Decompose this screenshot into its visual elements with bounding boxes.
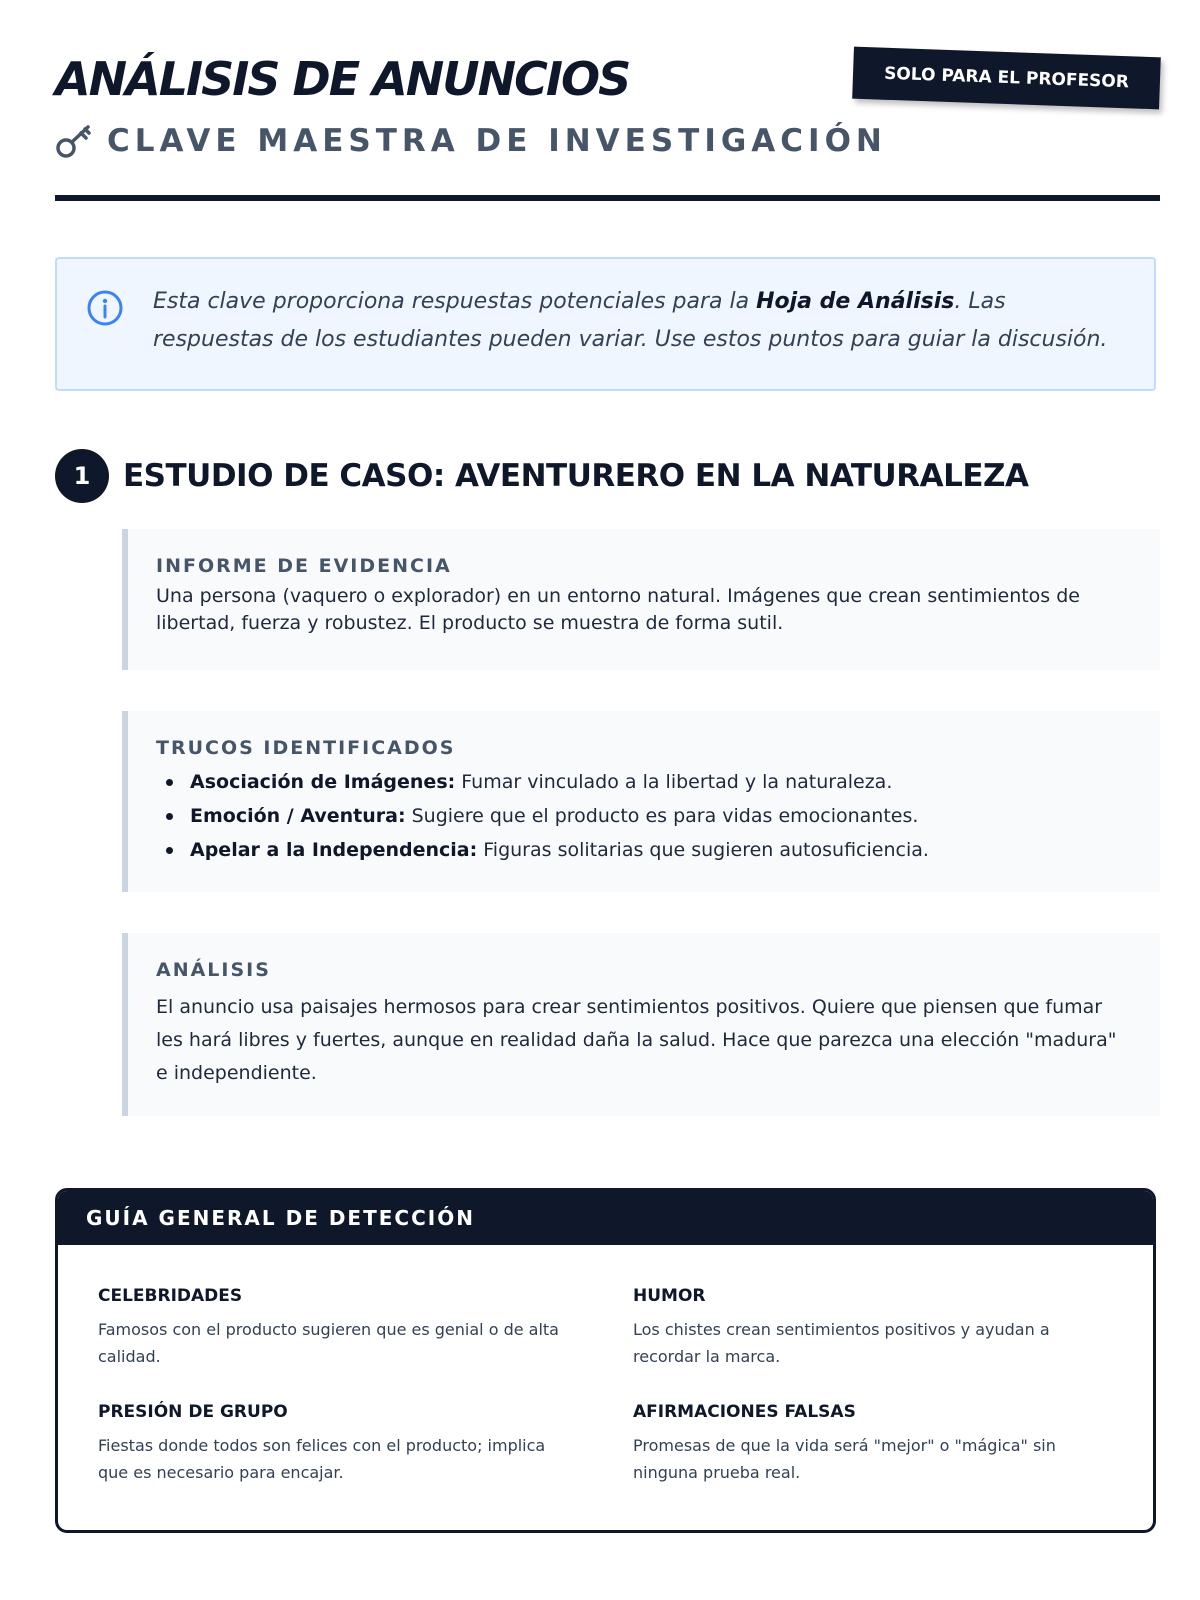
tricks-list bbox=[156, 765, 1132, 867]
trick-desc: Fumar vinculado a la libertad y la naturaleza. bbox=[455, 771, 893, 793]
key-icon bbox=[55, 122, 93, 160]
header-divider bbox=[55, 195, 1160, 201]
list-item bbox=[190, 799, 1132, 833]
guide-item-title: AFIRMACIONES FALSAS bbox=[633, 1402, 856, 1422]
trick-desc: Figuras solitarias que sugieren autosuficiencia. bbox=[477, 839, 929, 861]
trick-term: Apelar a la Independencia: bbox=[190, 839, 478, 861]
section-number-badge: 1 bbox=[55, 449, 109, 503]
list-item bbox=[190, 833, 1132, 867]
page-title: ANÁLISIS DE ANUNCIOS bbox=[55, 52, 630, 106]
analysis-label: ANÁLISIS bbox=[156, 959, 271, 981]
section-heading bbox=[55, 449, 1029, 503]
info-text-emphasis: Hoja de Análisis bbox=[756, 289, 955, 314]
info-icon bbox=[86, 289, 124, 327]
page-header bbox=[55, 0, 1160, 205]
detection-guide bbox=[55, 1188, 1156, 1533]
guide-item-text: Fiestas donde todos son felices con el producto; implica que es necesario para encajar. bbox=[98, 1436, 546, 1482]
worksheet-page bbox=[55, 0, 1160, 1482]
guide-item-text: Los chistes crean sentimientos positivos y ayudan a recordar la marca. bbox=[633, 1320, 1050, 1366]
info-text bbox=[153, 283, 1113, 359]
section-title: ESTUDIO DE CASO: AVENTURERO EN LA NATURALEZA bbox=[123, 458, 1029, 494]
info-text-end: . Las respuestas de los estudiantes pueden variar. Use estos puntos para guiar la discusión. bbox=[153, 289, 1108, 352]
trick-term: Emoción / Aventura: bbox=[190, 805, 406, 827]
info-text-start: Esta clave proporciona respuestas potenciales para la bbox=[153, 289, 757, 314]
trick-term: Asociación de Imágenes: bbox=[190, 771, 456, 793]
analysis-text: El anuncio usa paisajes hermosos para crear sentimientos positivos. Quiere que piensen que fumar les hará libres y fuertes, aunque en realidad daña la salud. Hace que parezca una elección "madura" e independiente. bbox=[156, 996, 1117, 1084]
evidence-text: Una persona (vaquero o explorador) en un entorno natural. Imágenes que crean sentimientos de libertad, fuerza y robustez. El producto se muestra de forma sutil. bbox=[156, 585, 1080, 634]
guide-item-title: PRESIÓN DE GRUPO bbox=[98, 1402, 288, 1422]
tricks-label: TRUCOS IDENTIFICADOS bbox=[156, 737, 456, 759]
tricks-card bbox=[122, 711, 1160, 892]
teacher-only-badge: SOLO PARA EL PROFESOR bbox=[852, 47, 1161, 110]
guide-item-text: Famosos con el producto sugieren que es genial o de alta calidad. bbox=[98, 1320, 559, 1366]
guide-title: GUÍA GENERAL DE DETECCIÓN bbox=[58, 1191, 1153, 1245]
guide-item-peer-pressure bbox=[98, 1402, 573, 1486]
list-item bbox=[190, 765, 1132, 799]
guide-item-humor bbox=[633, 1286, 1108, 1370]
page-subtitle: CLAVE MAESTRA DE INVESTIGACIÓN bbox=[107, 123, 887, 159]
guide-item-false-claims bbox=[633, 1402, 1108, 1486]
analysis-card bbox=[122, 933, 1160, 1116]
info-callout bbox=[55, 257, 1156, 391]
evidence-card bbox=[122, 529, 1160, 670]
subtitle-row bbox=[55, 122, 887, 160]
guide-item-title: HUMOR bbox=[633, 1286, 706, 1306]
trick-desc: Sugiere que el producto es para vidas emocionantes. bbox=[405, 805, 919, 827]
guide-item-text: Promesas de que la vida será "mejor" o "mágica" sin ninguna prueba real. bbox=[633, 1436, 1056, 1482]
guide-item-title: CELEBRIDADES bbox=[98, 1286, 243, 1306]
guide-item-celebrities bbox=[98, 1286, 573, 1370]
evidence-label: INFORME DE EVIDENCIA bbox=[156, 555, 452, 577]
